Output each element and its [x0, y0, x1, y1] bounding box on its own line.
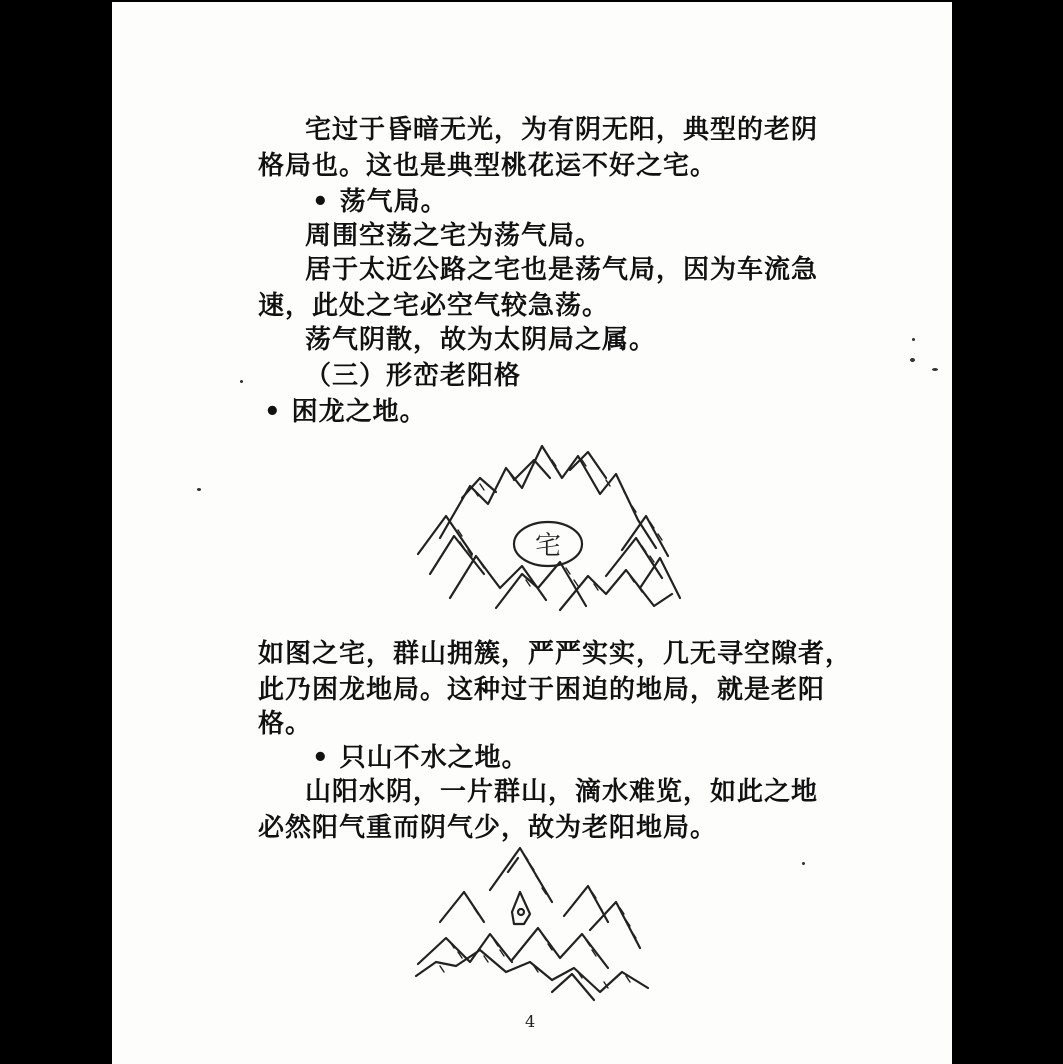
- text-line: 此乃困龙地局。这种过于困迫的地局，就是老阳: [258, 675, 826, 705]
- text-line: 山阳水阴，一片群山，滴水难览，如此之地: [305, 777, 819, 807]
- section-heading: （三）形峦老阳格: [305, 361, 522, 391]
- text-line: 如图之宅，群山拥簇，严严实实，几无寻空隙者，: [258, 639, 853, 669]
- document-page: [112, 2, 952, 1064]
- text-line: 格局也。这也是典型桃花运不好之宅。: [258, 151, 718, 181]
- scan-speck: [240, 380, 243, 383]
- bullet-heading: • 困龙之地。: [264, 397, 427, 427]
- scan-speck: [197, 488, 201, 491]
- text-line: 速，此处之宅必空气较急荡。: [258, 291, 610, 321]
- mountains-only-illustration: [412, 842, 672, 1002]
- scan-speck: [912, 338, 915, 341]
- scan-speck: [802, 862, 805, 865]
- house-glyph: 宅: [534, 531, 562, 561]
- page-number: 4: [525, 1012, 536, 1031]
- bullet-heading: • 只山不水之地。: [312, 743, 529, 773]
- text-line: 荡气阴散，故为太阴局之属。: [305, 325, 657, 355]
- text-line: 周围空荡之宅为荡气局。: [305, 221, 603, 251]
- text-line: 必然阳气重而阴气少，故为老阳地局。: [258, 813, 718, 843]
- bullet-heading: • 荡气局。: [312, 187, 448, 217]
- surrounded-house-illustration: [410, 438, 690, 618]
- text-line: 宅过于昏暗无光，为有阴无阳，典型的老阴: [305, 115, 819, 145]
- text-line: 居于太近公路之宅也是荡气局，因为车流急: [305, 255, 819, 285]
- text-line: 格。: [258, 709, 313, 739]
- scan-speck: [932, 368, 938, 371]
- scan-speck: [910, 358, 915, 362]
